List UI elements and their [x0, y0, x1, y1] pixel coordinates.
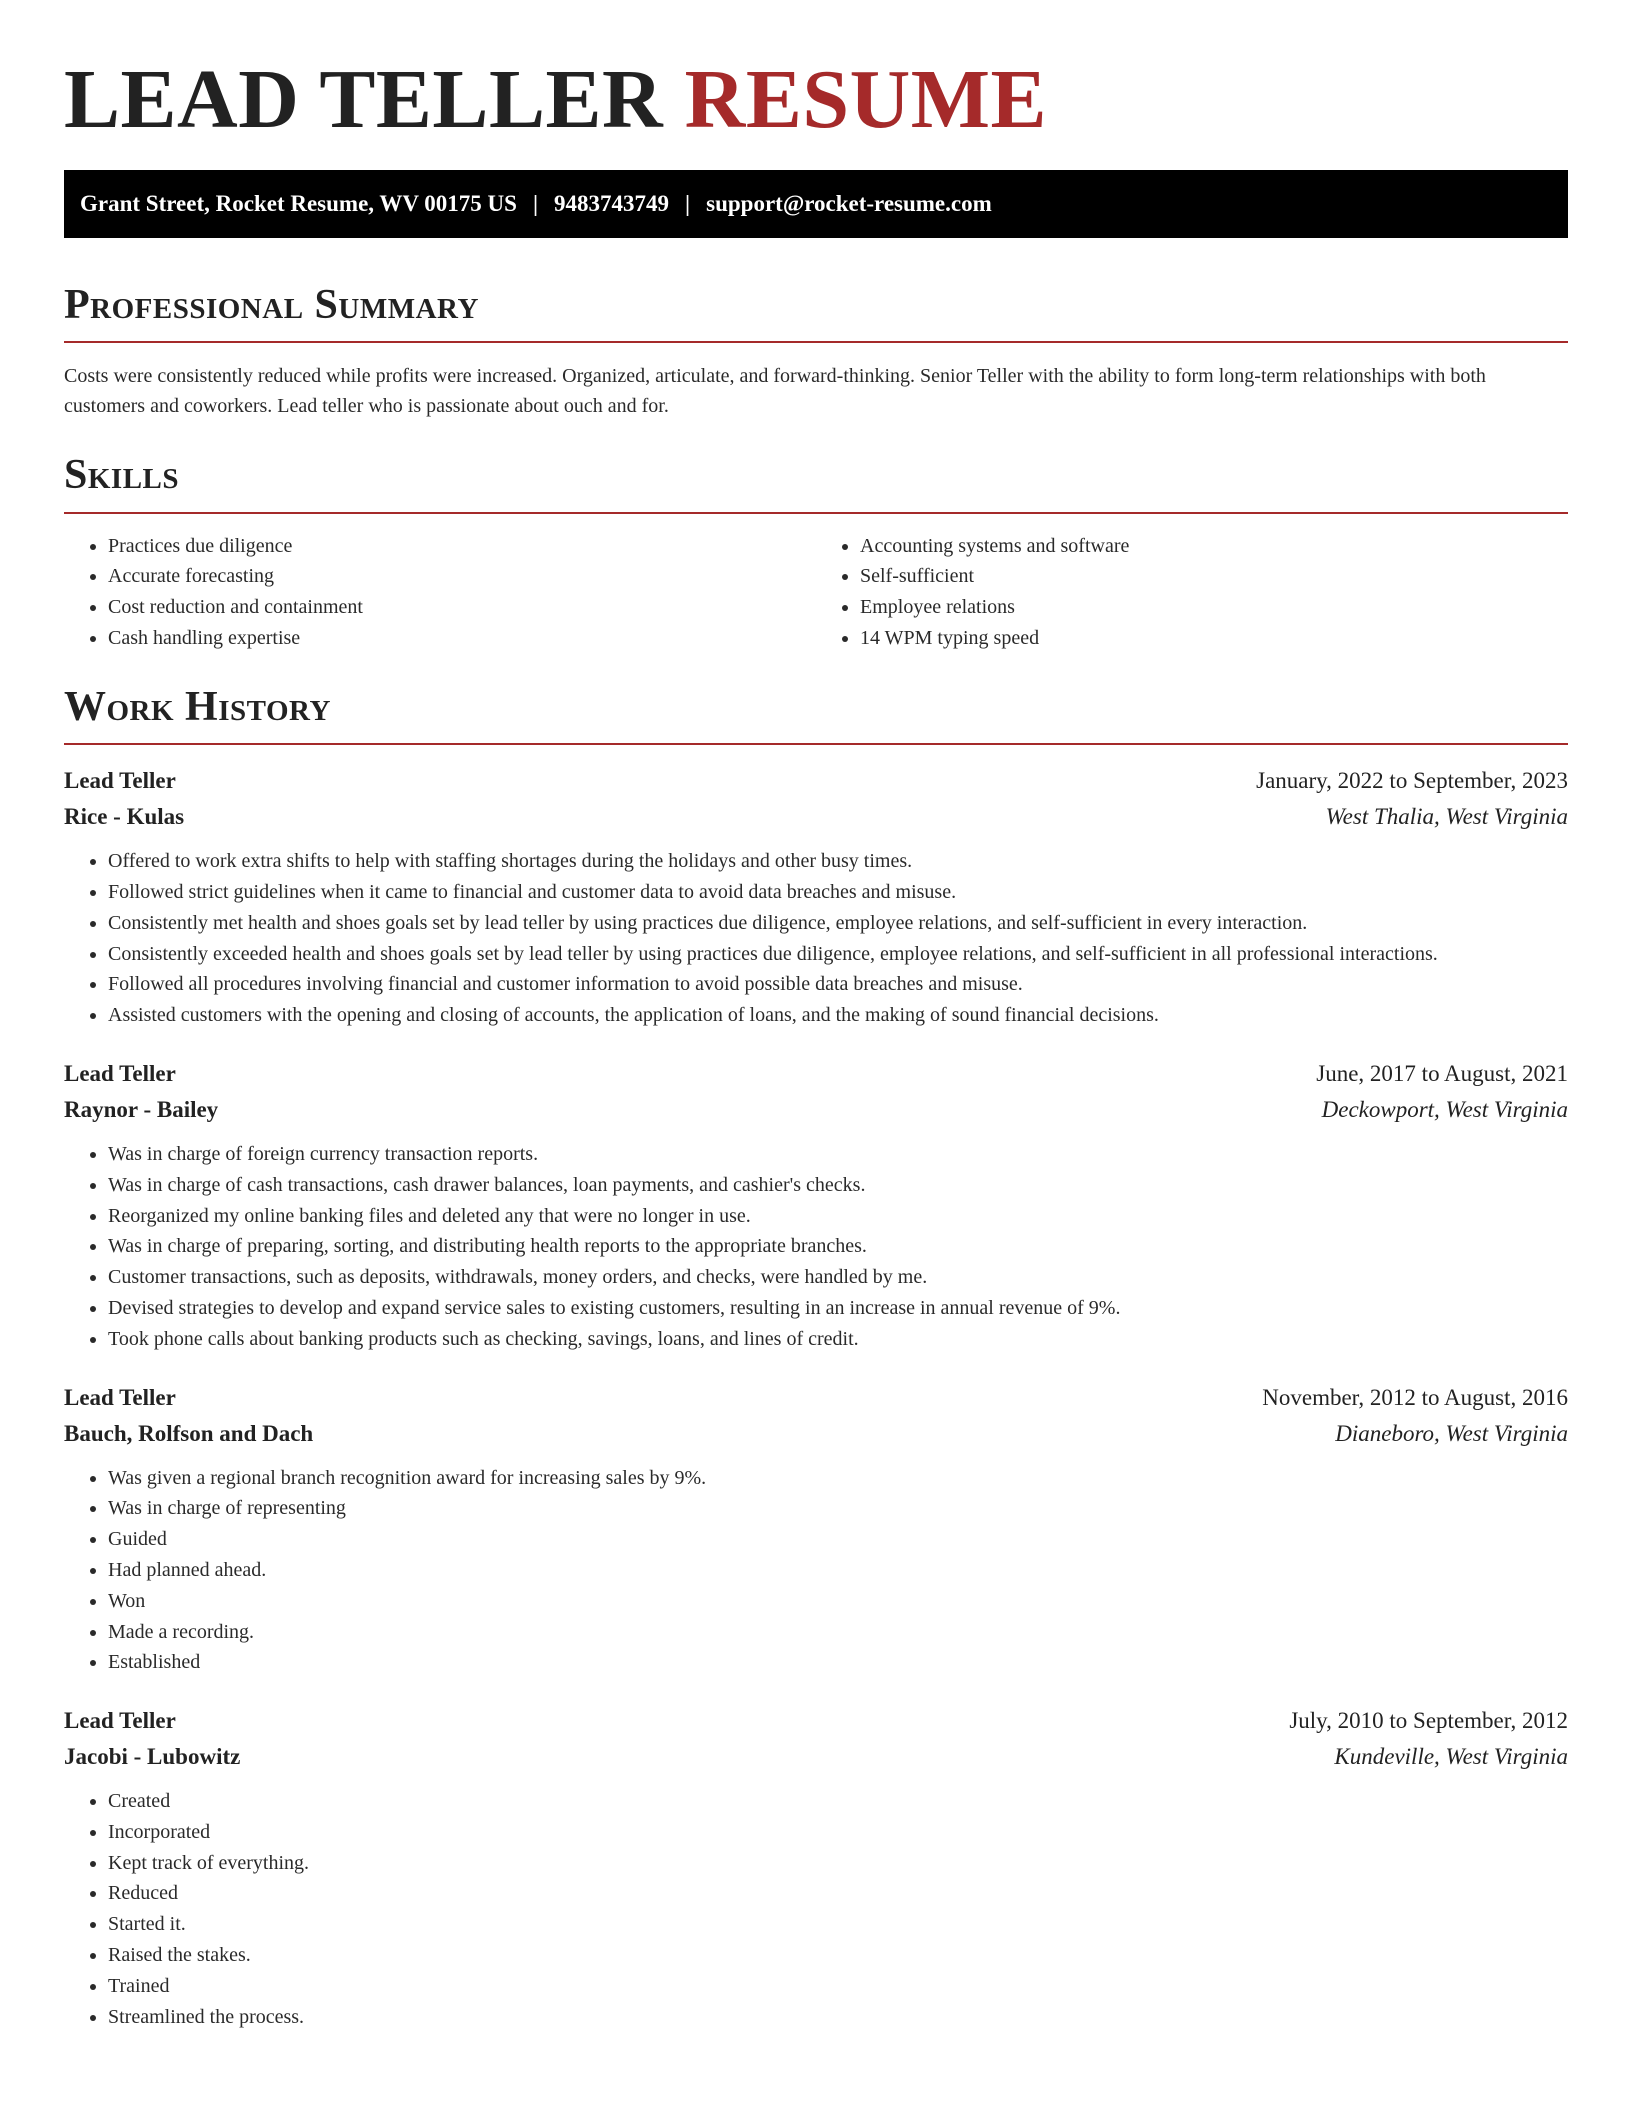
skill-item: • Self-sufficient	[860, 561, 1568, 592]
title-main: LEAD TELLER	[64, 53, 664, 146]
skills-list-right	[816, 531, 1568, 654]
contact-separator: |	[532, 190, 539, 216]
job-bullet: • Reorganized my online banking files and deleted any that were no longer in use.	[108, 1201, 1568, 1232]
contact-bar	[64, 170, 1568, 238]
skills-column-left	[64, 531, 816, 654]
skill-item: • Practices due diligence	[108, 531, 816, 562]
job-bullets	[64, 1139, 1568, 1355]
resume-title	[64, 50, 1568, 151]
skill-item: • Cash handling expertise	[108, 623, 816, 654]
job-title: Lead Teller	[64, 768, 176, 794]
job-bullet: • Took phone calls about banking products such as checking, savings, loans, and lines of credit.	[108, 1324, 1568, 1355]
skill-item: • Accounting systems and software	[860, 531, 1568, 562]
job-location: Kundeville, West Virginia	[1334, 1744, 1568, 1770]
section-divider	[64, 512, 1568, 514]
job-bullet: • Was given a regional branch recognition award for increasing sales by 9%.	[108, 1463, 1568, 1494]
job-dates: June, 2017 to August, 2021	[1316, 1060, 1568, 1086]
section-heading-summary: Professional Summary	[64, 281, 479, 328]
job-bullet: • Assisted customers with the opening and closing of accounts, the application of loans, and the making of sound financial decisions.	[108, 1000, 1568, 1031]
contact-separator: |	[685, 190, 691, 216]
job-bullet: • Kept track of everything.	[108, 1848, 1568, 1879]
job-bullet: • Made a recording.	[108, 1617, 1568, 1648]
job-bullets	[64, 1786, 1568, 2032]
skills-column-right	[816, 531, 1568, 654]
skills-section	[64, 450, 1568, 654]
job-bullet: • Was in charge of preparing, sorting, and distributing health reports to the appropriate branches.	[108, 1231, 1568, 1262]
job-company-row	[64, 1416, 1568, 1452]
contact-phone: 9483743749	[554, 190, 670, 216]
job-location: Deckowport, West Virginia	[1321, 1096, 1568, 1122]
job-header-row	[64, 1380, 1568, 1416]
job-company: Bauch, Rolfson and Dach	[64, 1420, 314, 1446]
job-bullet: • Was in charge of cash transactions, cash drawer balances, loan payments, and cashier's checks.	[108, 1170, 1568, 1201]
section-heading-skills: Skills	[64, 452, 180, 499]
job-bullet: • Guided	[108, 1524, 1568, 1555]
skill-item: • Accurate forecasting	[108, 561, 816, 592]
job-entry	[64, 1703, 1568, 2032]
skills-list-left	[64, 531, 816, 654]
job-bullet: • Trained	[108, 1971, 1568, 2002]
job-bullet: • Won	[108, 1586, 1568, 1617]
section-divider	[64, 743, 1568, 745]
job-bullets	[64, 846, 1568, 1031]
job-bullet: • Streamlined the process.	[108, 2002, 1568, 2033]
job-bullet: • Followed all procedures involving financial and customer information to avoid possible data breaches and misuse.	[108, 969, 1568, 1000]
job-bullet: • Incorporated	[108, 1817, 1568, 1848]
job-bullet: • Customer transactions, such as deposits, withdrawals, money orders, and checks, were handled by me.	[108, 1262, 1568, 1293]
job-dates: January, 2022 to September, 2023	[1256, 768, 1568, 794]
job-header-row	[64, 763, 1568, 799]
job-company: Jacobi - Lubowitz	[64, 1744, 241, 1770]
job-dates: November, 2012 to August, 2016	[1262, 1384, 1568, 1410]
skill-item: • Employee relations	[860, 592, 1568, 623]
job-header-row	[64, 1056, 1568, 1092]
contact-address: Grant Street, Rocket Resume, WV 00175 US	[80, 190, 517, 216]
job-bullet: • Consistently met health and shoes goals set by lead teller by using practices due diligence, employee relations, and self-sufficient in every interaction.	[108, 908, 1568, 939]
skill-item: • 14 WPM typing speed	[860, 623, 1568, 654]
job-company-row	[64, 1092, 1568, 1128]
job-header-row	[64, 1703, 1568, 1739]
job-location: Dianeboro, West Virginia	[1335, 1420, 1568, 1446]
job-entry	[64, 763, 1568, 1031]
job-bullet: • Devised strategies to develop and expand service sales to existing customers, resulting in an increase in annual revenue of 9%.	[108, 1293, 1568, 1324]
job-dates: July, 2010 to September, 2012	[1289, 1708, 1568, 1734]
work-history-section	[64, 682, 1568, 2033]
job-company: Raynor - Bailey	[64, 1096, 219, 1122]
job-bullet: • Established	[108, 1647, 1568, 1678]
job-title: Lead Teller	[64, 1708, 176, 1734]
job-bullet: • Reduced	[108, 1878, 1568, 1909]
job-company: Rice - Kulas	[64, 804, 185, 830]
job-bullet: • Had planned ahead.	[108, 1555, 1568, 1586]
section-heading-work-history: Work History	[64, 683, 331, 730]
contact-email: support@rocket-resume.com	[706, 190, 992, 216]
job-bullet: • Was in charge of representing	[108, 1493, 1568, 1524]
job-entry	[64, 1056, 1568, 1355]
job-bullet: • Offered to work extra shifts to help with staffing shortages during the holidays and other busy times.	[108, 846, 1568, 877]
job-entry	[64, 1380, 1568, 1679]
summary-section	[64, 280, 1568, 421]
job-bullet: • Created	[108, 1786, 1568, 1817]
job-bullets	[64, 1463, 1568, 1679]
title-accent: RESUME	[684, 53, 1048, 146]
job-bullet: • Raised the stakes.	[108, 1940, 1568, 1971]
job-company-row	[64, 1739, 1568, 1775]
skill-item: • Cost reduction and containment	[108, 592, 816, 623]
job-bullet: • Started it.	[108, 1909, 1568, 1940]
section-divider	[64, 341, 1568, 343]
job-company-row	[64, 799, 1568, 835]
job-bullet: • Was in charge of foreign currency transaction reports.	[108, 1139, 1568, 1170]
job-bullet: • Consistently exceeded health and shoes goals set by lead teller by using practices due diligence, employee relations, and self-sufficient in all professional interactions.	[108, 939, 1568, 970]
job-title: Lead Teller	[64, 1384, 176, 1410]
summary-text: Costs were consistently reduced while profits were increased. Organized, articulate, and forward-thinking. Senior Teller with the ability to form long-term relationships with both customers and coworkers. Lead teller who is passionate about ouch and for.	[64, 365, 1486, 418]
job-location: West Thalia, West Virginia	[1325, 804, 1568, 830]
job-bullet: • Followed strict guidelines when it came to financial and customer data to avoid data breaches and misuse.	[108, 877, 1568, 908]
job-title: Lead Teller	[64, 1060, 176, 1086]
skills-columns	[64, 531, 1568, 654]
